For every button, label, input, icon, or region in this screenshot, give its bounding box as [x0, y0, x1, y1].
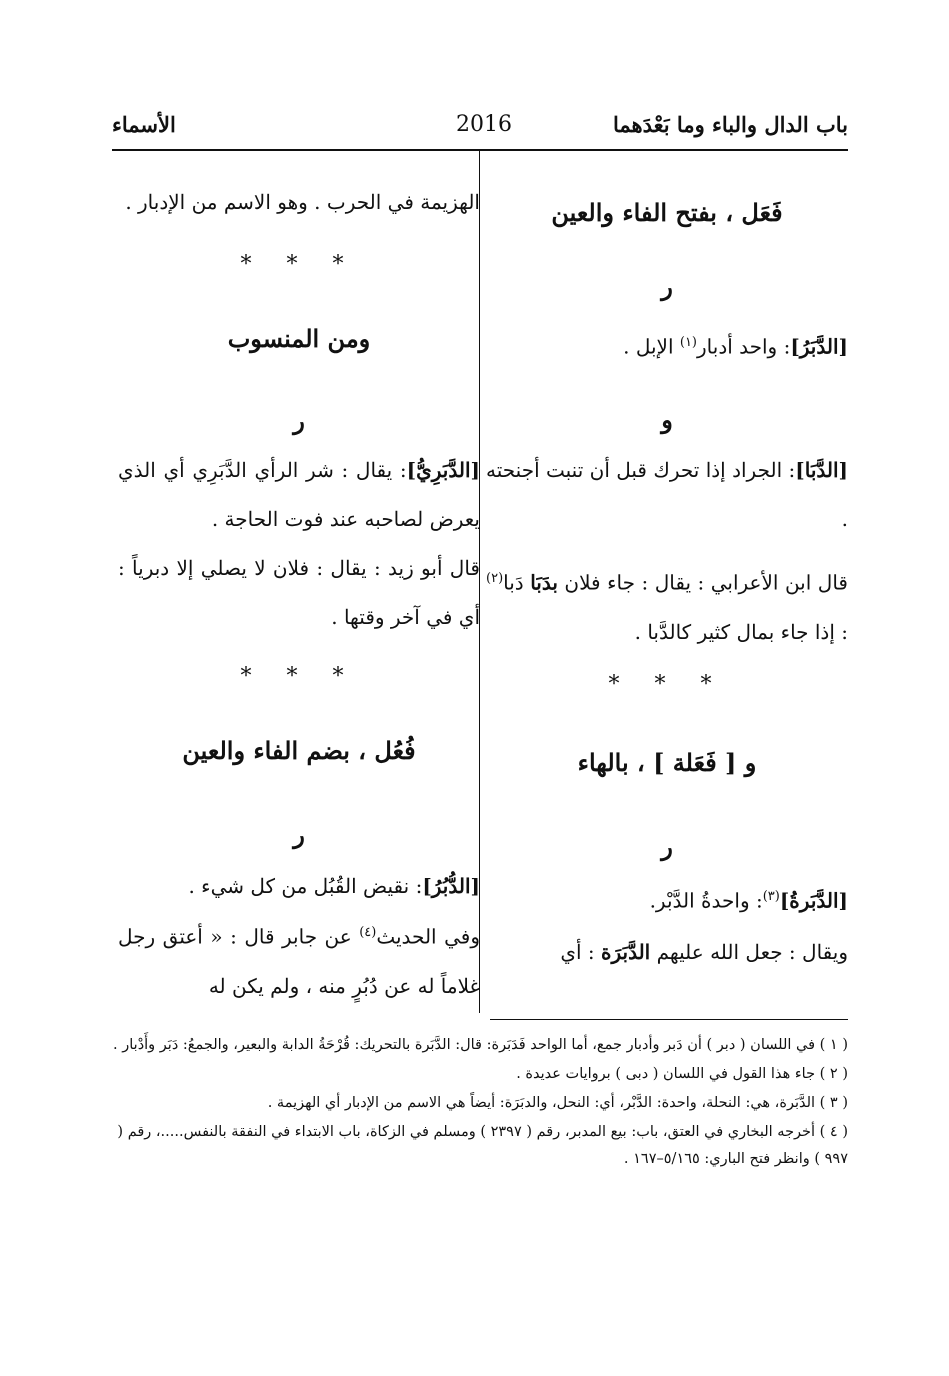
entry-text: : نقيض القُبُل من كل شيء . [188, 874, 423, 898]
section-heading-mansub: ومن المنسوب [227, 324, 371, 353]
footnote-ref-2: (٢) [486, 571, 504, 586]
entry-hadith [118, 908, 480, 1011]
section-heading-fa3ala: و [ فَعَلة ] ، بالهاء [577, 748, 757, 777]
bold-term: الدَّبَرَة [601, 940, 651, 964]
entry-headword: [الدَّبَرِيُّ] [406, 458, 480, 482]
entry-text: : إذا جاء بمال كثير كالدَّبا . [634, 619, 848, 644]
footnote-3: ( ٣ ) الدَّبَرة، هي: النحلة، واحدة: الدَّبْر، أي: النحل، والدبَرَة: أيضاً هي الاسم من الإدبار أي الهزيمة . [267, 1095, 848, 1111]
root-letter-ra: ر [293, 406, 305, 435]
footnotes [100, 1032, 848, 1175]
page-header [112, 112, 848, 148]
entry-text: دَبا [503, 570, 531, 595]
quote-ibn-arabi [486, 554, 848, 657]
section-title: الأسماء [112, 112, 176, 137]
entry-daba [486, 446, 848, 544]
footnote-2: ( ٢ ) جاء هذا القول في اللسان ( دبى ) بروايات عديدة . [516, 1066, 848, 1082]
root-letter-ra: ر [661, 832, 673, 861]
entry-text: : واحدةُ الدَّبْر. [649, 888, 763, 913]
section-separator: * * * [240, 664, 358, 689]
root-letter-ra: ر [661, 272, 673, 301]
footnote-ref-4: (٤) [359, 925, 377, 940]
entry-text: عن جابر قال : « أعتق رجل غلاماً له عن دُبُرٍ منه ، ولم يكن له [118, 924, 480, 998]
entry-headword: [الدُّبُرُ] [422, 874, 480, 898]
entry-text: الإبل . [623, 334, 680, 359]
entry-headword: [الدَّبَا] [795, 458, 848, 482]
entry-text: : الجراد إذا تحرك قبل أن تنبت أجنحته . [486, 458, 848, 531]
entry-text: : واحد أدبار [697, 334, 791, 359]
entry-headword: [الدَّبَرُ] [790, 334, 848, 359]
entry-dabara-usage [486, 928, 848, 977]
footnote-1: ( ١ ) في اللسان ( دبر ) أن دَبر وأدبار جمع، أما الواحد فَدَبَرة: قال: الدَّبَرة بالتحريك: قُرْحَةُ الدابة والبعير، والجمعُ: دَبَر وأَدْبار . [113, 1037, 848, 1053]
page-number: 2016 [456, 112, 512, 137]
root-letter-waw: و [661, 405, 673, 434]
footnote-ref-3: (٣) [762, 889, 780, 904]
section-heading-fa3al: فَعَل ، بفتح الفاء والعين [551, 198, 783, 227]
entry-text: وفي الحديث [376, 924, 480, 949]
entry-dubur [118, 862, 480, 911]
footnote-4: ( ٤ ) أخرجه البخاري في العتق، باب: بيع المدبر، رقم ( ٢٣٩٧ ) ومسلم في الزكاة، باب الابتداء في النفقة بالنفس.....، رقم ( ٩٩٧ ) وانظر فتح الباري: ٥/١٦٥–١٦٧ . [117, 1124, 848, 1167]
entry-dabara [486, 872, 848, 926]
chapter-title: باب الدال والباء وما بَعْدَهما [613, 112, 848, 137]
quote-abu-zayd: قال أبو زيد : يقال : فلان لا يصلي إلا دبرياً : أي في آخر وقتها . [118, 556, 480, 629]
header-rule [112, 149, 848, 151]
section-separator: * * * [608, 672, 726, 697]
root-letter-ra: ر [293, 820, 305, 849]
section-heading-fu3ul: فُعُل ، بضم الفاء والعين [182, 736, 416, 765]
entry-dabari [118, 446, 480, 544]
footnote-ref-1: (١) [679, 335, 697, 350]
entry-headword: [الدَّبَرةُ] [779, 888, 848, 913]
entry-text: قال ابن الأعرابي : يقال : جاء فلان [557, 570, 848, 595]
section-separator: * * * [240, 252, 358, 277]
entry-text: ويقال : جعل الله عليهم [650, 940, 848, 964]
footnote-rule [490, 1019, 848, 1020]
entry-dabar [486, 318, 848, 372]
bold-term: بدَبَا [530, 570, 558, 595]
continuation-text: الهزيمة في الحرب . وهو الاسم من الإدبار . [125, 190, 480, 214]
entry-text: : يقال : شر الرأي الدَّبَرِي أي الذي يعرض لصاحبه عند فوت الحاجة . [118, 458, 480, 531]
entry-text: : أي [560, 940, 601, 964]
